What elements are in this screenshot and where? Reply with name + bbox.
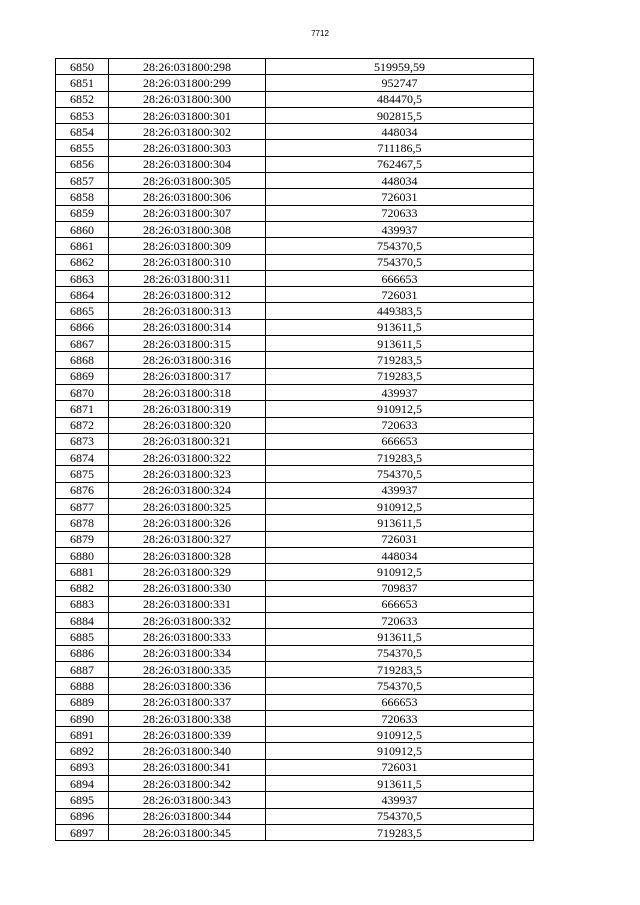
row-number-cell: 6897	[56, 824, 109, 840]
row-number-cell: 6887	[56, 661, 109, 677]
value-cell: 910912,5	[266, 499, 534, 515]
cadastral-number-cell: 28:26:031800:340	[109, 743, 266, 759]
cadastral-number-cell: 28:26:031800:302	[109, 124, 266, 140]
row-number-cell: 6885	[56, 629, 109, 645]
value-cell: 726031	[266, 287, 534, 303]
cadastral-number-cell: 28:26:031800:320	[109, 417, 266, 433]
cadastral-number-cell: 28:26:031800:307	[109, 205, 266, 221]
row-number-cell: 6896	[56, 808, 109, 824]
table-row	[56, 140, 534, 156]
row-number-cell: 6856	[56, 156, 109, 172]
value-cell: 913611,5	[266, 776, 534, 792]
table-row	[56, 221, 534, 237]
cadastral-number-cell: 28:26:031800:344	[109, 808, 266, 824]
row-number-cell: 6886	[56, 645, 109, 661]
value-cell: 709837	[266, 580, 534, 596]
cadastral-number-cell: 28:26:031800:303	[109, 140, 266, 156]
row-number-cell: 6884	[56, 613, 109, 629]
value-cell: 484470,5	[266, 91, 534, 107]
value-cell: 666653	[266, 270, 534, 286]
table-row	[56, 580, 534, 596]
value-cell: 754370,5	[266, 808, 534, 824]
value-cell: 719283,5	[266, 352, 534, 368]
table-row	[56, 319, 534, 335]
value-cell: 449383,5	[266, 303, 534, 319]
value-cell: 719283,5	[266, 450, 534, 466]
cadastral-number-cell: 28:26:031800:327	[109, 531, 266, 547]
row-number-cell: 6891	[56, 727, 109, 743]
table-row	[56, 107, 534, 123]
row-number-cell: 6851	[56, 75, 109, 91]
value-cell: 448034	[266, 547, 534, 563]
table-row	[56, 824, 534, 840]
row-number-cell: 6865	[56, 303, 109, 319]
value-cell: 913611,5	[266, 336, 534, 352]
table-row	[56, 613, 534, 629]
cadastral-number-cell: 28:26:031800:301	[109, 107, 266, 123]
table-row	[56, 75, 534, 91]
table-row	[56, 254, 534, 270]
row-number-cell: 6857	[56, 173, 109, 189]
row-number-cell: 6871	[56, 401, 109, 417]
cadastral-number-cell: 28:26:031800:342	[109, 776, 266, 792]
row-number-cell: 6866	[56, 319, 109, 335]
row-number-cell: 6874	[56, 450, 109, 466]
cadastral-number-cell: 28:26:031800:345	[109, 824, 266, 840]
table-row	[56, 661, 534, 677]
cadastral-number-cell: 28:26:031800:328	[109, 547, 266, 563]
table-row	[56, 482, 534, 498]
cadastral-number-cell: 28:26:031800:334	[109, 645, 266, 661]
row-number-cell: 6883	[56, 596, 109, 612]
records-table	[55, 58, 534, 841]
table-row	[56, 336, 534, 352]
row-number-cell: 6889	[56, 694, 109, 710]
table-row	[56, 433, 534, 449]
table-row	[56, 808, 534, 824]
cadastral-number-cell: 28:26:031800:321	[109, 433, 266, 449]
cadastral-number-cell: 28:26:031800:338	[109, 710, 266, 726]
row-number-cell: 6872	[56, 417, 109, 433]
value-cell: 719283,5	[266, 661, 534, 677]
row-number-cell: 6878	[56, 515, 109, 531]
row-number-cell: 6877	[56, 499, 109, 515]
row-number-cell: 6861	[56, 238, 109, 254]
cadastral-number-cell: 28:26:031800:326	[109, 515, 266, 531]
table-row	[56, 515, 534, 531]
value-cell: 913611,5	[266, 629, 534, 645]
cadastral-number-cell: 28:26:031800:299	[109, 75, 266, 91]
cadastral-number-cell: 28:26:031800:318	[109, 384, 266, 400]
cadastral-number-cell: 28:26:031800:305	[109, 173, 266, 189]
cadastral-number-cell: 28:26:031800:324	[109, 482, 266, 498]
row-number-cell: 6879	[56, 531, 109, 547]
value-cell: 448034	[266, 124, 534, 140]
value-cell: 720633	[266, 613, 534, 629]
value-cell: 666653	[266, 694, 534, 710]
table-row	[56, 156, 534, 172]
value-cell: 726031	[266, 759, 534, 775]
cadastral-number-cell: 28:26:031800:304	[109, 156, 266, 172]
value-cell: 666653	[266, 596, 534, 612]
value-cell: 666653	[266, 433, 534, 449]
table-row	[56, 466, 534, 482]
value-cell: 754370,5	[266, 254, 534, 270]
row-number-cell: 6875	[56, 466, 109, 482]
value-cell: 720633	[266, 417, 534, 433]
cadastral-number-cell: 28:26:031800:343	[109, 792, 266, 808]
row-number-cell: 6894	[56, 776, 109, 792]
cadastral-number-cell: 28:26:031800:309	[109, 238, 266, 254]
table-row	[56, 303, 534, 319]
row-number-cell: 6873	[56, 433, 109, 449]
value-cell: 910912,5	[266, 564, 534, 580]
value-cell: 754370,5	[266, 678, 534, 694]
row-number-cell: 6854	[56, 124, 109, 140]
value-cell: 719283,5	[266, 368, 534, 384]
cadastral-number-cell: 28:26:031800:313	[109, 303, 266, 319]
table-row	[56, 694, 534, 710]
cadastral-number-cell: 28:26:031800:310	[109, 254, 266, 270]
value-cell: 439937	[266, 221, 534, 237]
table-row	[56, 368, 534, 384]
value-cell: 726031	[266, 531, 534, 547]
row-number-cell: 6868	[56, 352, 109, 368]
table-row	[56, 645, 534, 661]
cadastral-number-cell: 28:26:031800:337	[109, 694, 266, 710]
value-cell: 448034	[266, 173, 534, 189]
row-number-cell: 6862	[56, 254, 109, 270]
table-row	[56, 743, 534, 759]
table-row	[56, 776, 534, 792]
table-row	[56, 727, 534, 743]
row-number-cell: 6895	[56, 792, 109, 808]
row-number-cell: 6890	[56, 710, 109, 726]
value-cell: 439937	[266, 482, 534, 498]
table-row	[56, 352, 534, 368]
table-row	[56, 270, 534, 286]
records-table-body	[56, 59, 534, 841]
value-cell: 754370,5	[266, 238, 534, 254]
value-cell: 719283,5	[266, 824, 534, 840]
value-cell: 910912,5	[266, 727, 534, 743]
value-cell: 913611,5	[266, 515, 534, 531]
table-row	[56, 629, 534, 645]
table-row	[56, 499, 534, 515]
cadastral-number-cell: 28:26:031800:331	[109, 596, 266, 612]
row-number-cell: 6853	[56, 107, 109, 123]
cadastral-number-cell: 28:26:031800:317	[109, 368, 266, 384]
row-number-cell: 6852	[56, 91, 109, 107]
cadastral-number-cell: 28:26:031800:333	[109, 629, 266, 645]
row-number-cell: 6863	[56, 270, 109, 286]
cadastral-number-cell: 28:26:031800:329	[109, 564, 266, 580]
cadastral-number-cell: 28:26:031800:341	[109, 759, 266, 775]
table-row	[56, 384, 534, 400]
row-number-cell: 6888	[56, 678, 109, 694]
value-cell: 910912,5	[266, 401, 534, 417]
row-number-cell: 6876	[56, 482, 109, 498]
row-number-cell: 6867	[56, 336, 109, 352]
cadastral-number-cell: 28:26:031800:298	[109, 59, 266, 75]
table-row	[56, 417, 534, 433]
value-cell: 711186,5	[266, 140, 534, 156]
table-row	[56, 547, 534, 563]
cadastral-number-cell: 28:26:031800:319	[109, 401, 266, 417]
cadastral-number-cell: 28:26:031800:316	[109, 352, 266, 368]
page-number: 7712	[311, 29, 329, 38]
table-row	[56, 124, 534, 140]
table-row	[56, 173, 534, 189]
cadastral-number-cell: 28:26:031800:300	[109, 91, 266, 107]
cadastral-number-cell: 28:26:031800:336	[109, 678, 266, 694]
table-row	[56, 564, 534, 580]
table-row	[56, 596, 534, 612]
table-row	[56, 91, 534, 107]
cadastral-number-cell: 28:26:031800:325	[109, 499, 266, 515]
cadastral-number-cell: 28:26:031800:308	[109, 221, 266, 237]
value-cell: 910912,5	[266, 743, 534, 759]
row-number-cell: 6882	[56, 580, 109, 596]
value-cell: 902815,5	[266, 107, 534, 123]
row-number-cell: 6864	[56, 287, 109, 303]
cadastral-number-cell: 28:26:031800:311	[109, 270, 266, 286]
cadastral-number-cell: 28:26:031800:332	[109, 613, 266, 629]
cadastral-number-cell: 28:26:031800:323	[109, 466, 266, 482]
table-row	[56, 189, 534, 205]
value-cell: 762467,5	[266, 156, 534, 172]
table-row	[56, 792, 534, 808]
row-number-cell: 6869	[56, 368, 109, 384]
cadastral-number-cell: 28:26:031800:306	[109, 189, 266, 205]
cadastral-number-cell: 28:26:031800:330	[109, 580, 266, 596]
value-cell: 720633	[266, 710, 534, 726]
row-number-cell: 6881	[56, 564, 109, 580]
row-number-cell: 6880	[56, 547, 109, 563]
table-row	[56, 759, 534, 775]
table-row	[56, 287, 534, 303]
value-cell: 726031	[266, 189, 534, 205]
row-number-cell: 6855	[56, 140, 109, 156]
table-row	[56, 401, 534, 417]
table-row	[56, 710, 534, 726]
row-number-cell: 6860	[56, 221, 109, 237]
value-cell: 913611,5	[266, 319, 534, 335]
row-number-cell: 6858	[56, 189, 109, 205]
table-row	[56, 450, 534, 466]
table-row	[56, 205, 534, 221]
value-cell: 439937	[266, 384, 534, 400]
cadastral-number-cell: 28:26:031800:339	[109, 727, 266, 743]
cadastral-number-cell: 28:26:031800:322	[109, 450, 266, 466]
row-number-cell: 6893	[56, 759, 109, 775]
table-row	[56, 678, 534, 694]
table-row	[56, 238, 534, 254]
value-cell: 952747	[266, 75, 534, 91]
value-cell: 439937	[266, 792, 534, 808]
value-cell: 519959,59	[266, 59, 534, 75]
row-number-cell: 6892	[56, 743, 109, 759]
table-row	[56, 59, 534, 75]
value-cell: 720633	[266, 205, 534, 221]
row-number-cell: 6859	[56, 205, 109, 221]
table-row	[56, 531, 534, 547]
value-cell: 754370,5	[266, 645, 534, 661]
row-number-cell: 6870	[56, 384, 109, 400]
cadastral-number-cell: 28:26:031800:315	[109, 336, 266, 352]
cadastral-number-cell: 28:26:031800:314	[109, 319, 266, 335]
value-cell: 754370,5	[266, 466, 534, 482]
row-number-cell: 6850	[56, 59, 109, 75]
cadastral-number-cell: 28:26:031800:312	[109, 287, 266, 303]
cadastral-number-cell: 28:26:031800:335	[109, 661, 266, 677]
